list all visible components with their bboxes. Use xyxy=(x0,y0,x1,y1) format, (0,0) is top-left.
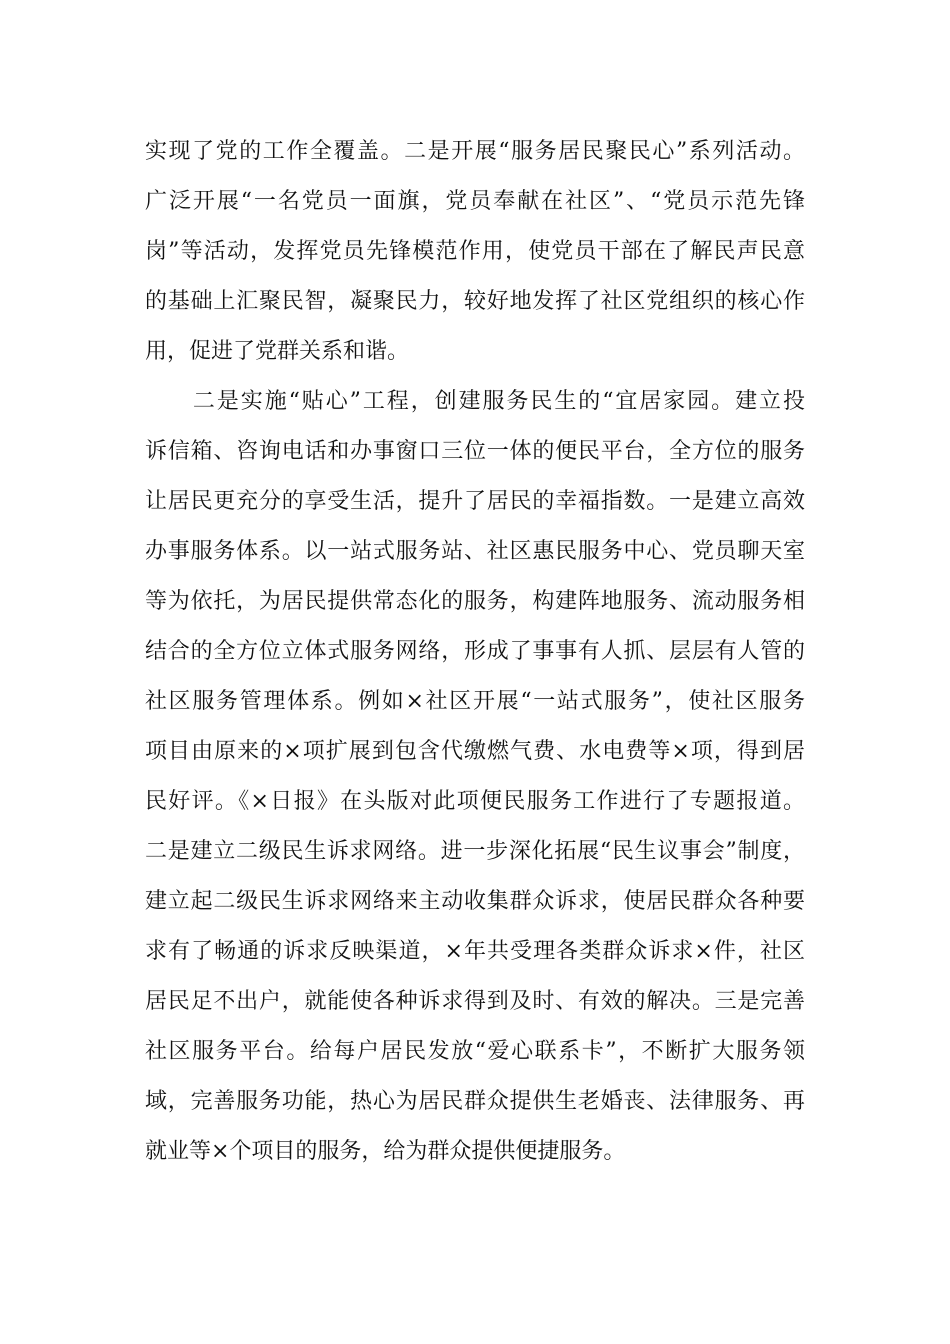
text-line: 让居民更充分的享受生活，提升了居民的幸福指数。一是建立高效 xyxy=(145,489,805,514)
text-line: 广泛开展“一名党员一面旗，党员奉献在社区”、“党员示范先锋 xyxy=(145,189,805,214)
text-line: 的基础上汇聚民智，凝聚民力，较好地发挥了社区党组织的核心作 xyxy=(145,289,805,314)
text-line: 社区服务平台。给每户居民发放“爱心联系卡”，不断扩大服务领 xyxy=(145,1039,805,1064)
text-line: 岗”等活动，发挥党员先锋模范作用，使党员干部在了解民声民意 xyxy=(145,239,805,264)
paragraph-service-project xyxy=(145,377,805,1177)
text-line: 诉信箱、咨询电话和办事窗口三位一体的便民平台，全方位的服务 xyxy=(145,439,805,464)
text-line: 结合的全方位立体式服务网络，形成了事事有人抓、层层有人管的 xyxy=(145,639,805,664)
text-line: 二是实施“贴心”工程，创建服务民生的“宜居家园。建立投 xyxy=(145,389,805,414)
paragraph-party-work xyxy=(145,127,805,377)
text-line: 求有了畅通的诉求反映渠道，×年共受理各类群众诉求×件，社区 xyxy=(145,939,805,964)
text-line: 用，促进了党群关系和谐。 xyxy=(145,339,410,364)
text-line: 域，完善服务功能，热心为居民群众提供生老婚丧、法律服务、再 xyxy=(145,1089,805,1114)
text-line: 建立起二级民生诉求网络来主动收集群众诉求，使居民群众各种要 xyxy=(145,889,805,914)
text-line: 社区服务管理体系。例如×社区开展“一站式服务”，使社区服务 xyxy=(145,689,805,714)
text-line: 居民足不出户，就能使各种诉求得到及时、有效的解决。三是完善 xyxy=(145,989,805,1014)
text-line: 等为依托，为居民提供常态化的服务，构建阵地服务、流动服务相 xyxy=(145,589,805,614)
text-line: 民好评。《×日报》在头版对此项便民服务工作进行了专题报道。 xyxy=(145,789,805,814)
text-line: 办事服务体系。以一站式服务站、社区惠民服务中心、党员聊天室 xyxy=(145,539,805,564)
text-line: 二是建立二级民生诉求网络。进一步深化拓展“民生议事会”制度， xyxy=(145,839,805,864)
text-line: 就业等×个项目的服务，给为群众提供便捷服务。 xyxy=(145,1139,626,1164)
text-line: 实现了党的工作全覆盖。二是开展“服务居民聚民心”系列活动。 xyxy=(145,139,805,164)
text-line: 项目由原来的×项扩展到包含代缴燃气费、水电费等×项，得到居 xyxy=(145,739,805,764)
